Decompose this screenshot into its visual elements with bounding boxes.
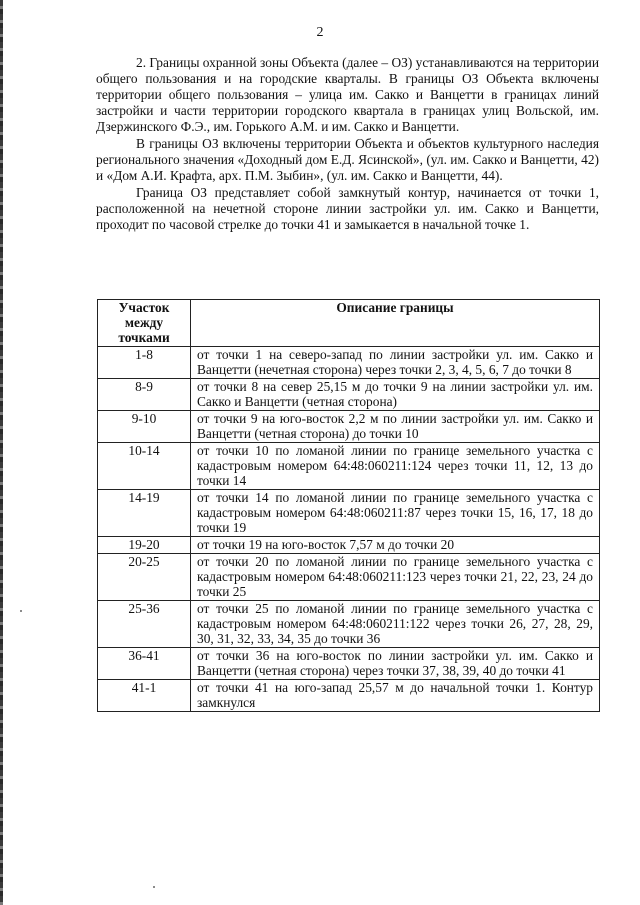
body-text (96, 55, 599, 233)
scan-edge (0, 0, 3, 905)
table-header-row (98, 300, 600, 347)
table-row (98, 537, 600, 554)
segment-cell: 8-9 (98, 379, 191, 411)
description-cell: от точки 36 на юго-восток по линии застройки ул. им. Сакко и Ванцетти (четная сторона) через точки 37, 38, 39, 40 до точки 41 (191, 648, 600, 680)
description-cell: от точки 10 по ломаной линии по границе земельного участка с кадастровым номером 64:48:060211:124 через точки 11, 12, 13 до точки 14 (191, 443, 600, 490)
description-cell: от точки 19 на юго-восток 7,57 м до точки 20 (191, 537, 600, 554)
segment-cell: 14-19 (98, 490, 191, 537)
table-row (98, 648, 600, 680)
page-number: 2 (316, 25, 324, 40)
table-row (98, 601, 600, 648)
boundary-table (97, 299, 600, 712)
table-row (98, 443, 600, 490)
table-row (98, 411, 600, 443)
description-cell: от точки 20 по ломаной линии по границе земельного участка с кадастровым номером 64:48:060211:123 через точки 21, 22, 23, 24 до точки 25 (191, 554, 600, 601)
table-row (98, 379, 600, 411)
scan-speck (20, 610, 22, 612)
table-row (98, 490, 600, 537)
segment-cell: 41-1 (98, 680, 191, 712)
description-cell: от точки 1 на северо-запад по линии застройки ул. им. Сакко и Ванцетти (нечетная сторона) через точки 2, 3, 4, 5, 6, 7 до точки 8 (191, 347, 600, 379)
header-description: Описание границы (191, 300, 600, 347)
description-cell: от точки 14 по ломаной линии по границе земельного участка с кадастровым номером 64:48:060211:87 через точки 15, 16, 17, 18 до точки 19 (191, 490, 600, 537)
table-row (98, 347, 600, 379)
segment-cell: 19-20 (98, 537, 191, 554)
scan-speck (153, 886, 155, 888)
table-row (98, 554, 600, 601)
segment-cell: 10-14 (98, 443, 191, 490)
paragraph-boundaries: 2. Границы охранной зоны Объекта (далее – ОЗ) устанавливаются на территории общего пользования и на городские кварталы. В границы ОЗ Объекта включены территории общего пользования – улица им. Сакко и Ванцетти в границах линий застройки и части территории городского квартала в границах улиц Вольской, им. Дзержинского Ф.Э., им. Горького А.М. и им. Сакко и Ванцетти. (96, 55, 599, 134)
description-cell: от точки 9 на юго-восток 2,2 м по линии застройки ул. им. Сакко и Ванцетти (четная сторона) до точки 10 (191, 411, 600, 443)
segment-cell: 9-10 (98, 411, 191, 443)
segment-cell: 25-36 (98, 601, 191, 648)
segment-cell: 20-25 (98, 554, 191, 601)
description-cell: от точки 25 по ломаной линии по границе земельного участка с кадастровым номером 64:48:060211:122 через точки 26, 27, 28, 29, 30, 31, 32, 33, 34, 35 до точки 36 (191, 601, 600, 648)
description-cell: от точки 41 на юго-запад 25,57 м до начальной точки 1. Контур замкнулся (191, 680, 600, 712)
paragraph-contour: Граница ОЗ представляет собой замкнутый контур, начинается от точки 1, расположенной на нечетной стороне линии застройки ул. им. Сакко и Ванцетти, проходит по часовой стрелке до точки 41 и замыкается в начальной точке 1. (96, 185, 599, 232)
header-segment: Участок между точками (98, 300, 191, 347)
paragraph-included-territories: В границы ОЗ включены территории Объекта и объектов культурного наследия регионального значения «Доходный дом Е.Д. Ясинской», (ул. им. Сакко и Ванцетти, 42) и «Дом А.И. Крафта, арх. П.М. Зыбин», (ул. им. Сакко и Ванцетти, 44). (96, 136, 599, 183)
table-row (98, 680, 600, 712)
description-cell: от точки 8 на север 25,15 м до точки 9 на линии застройки ул. им. Сакко и Ванцетти (четная сторона) (191, 379, 600, 411)
segment-cell: 1-8 (98, 347, 191, 379)
segment-cell: 36-41 (98, 648, 191, 680)
